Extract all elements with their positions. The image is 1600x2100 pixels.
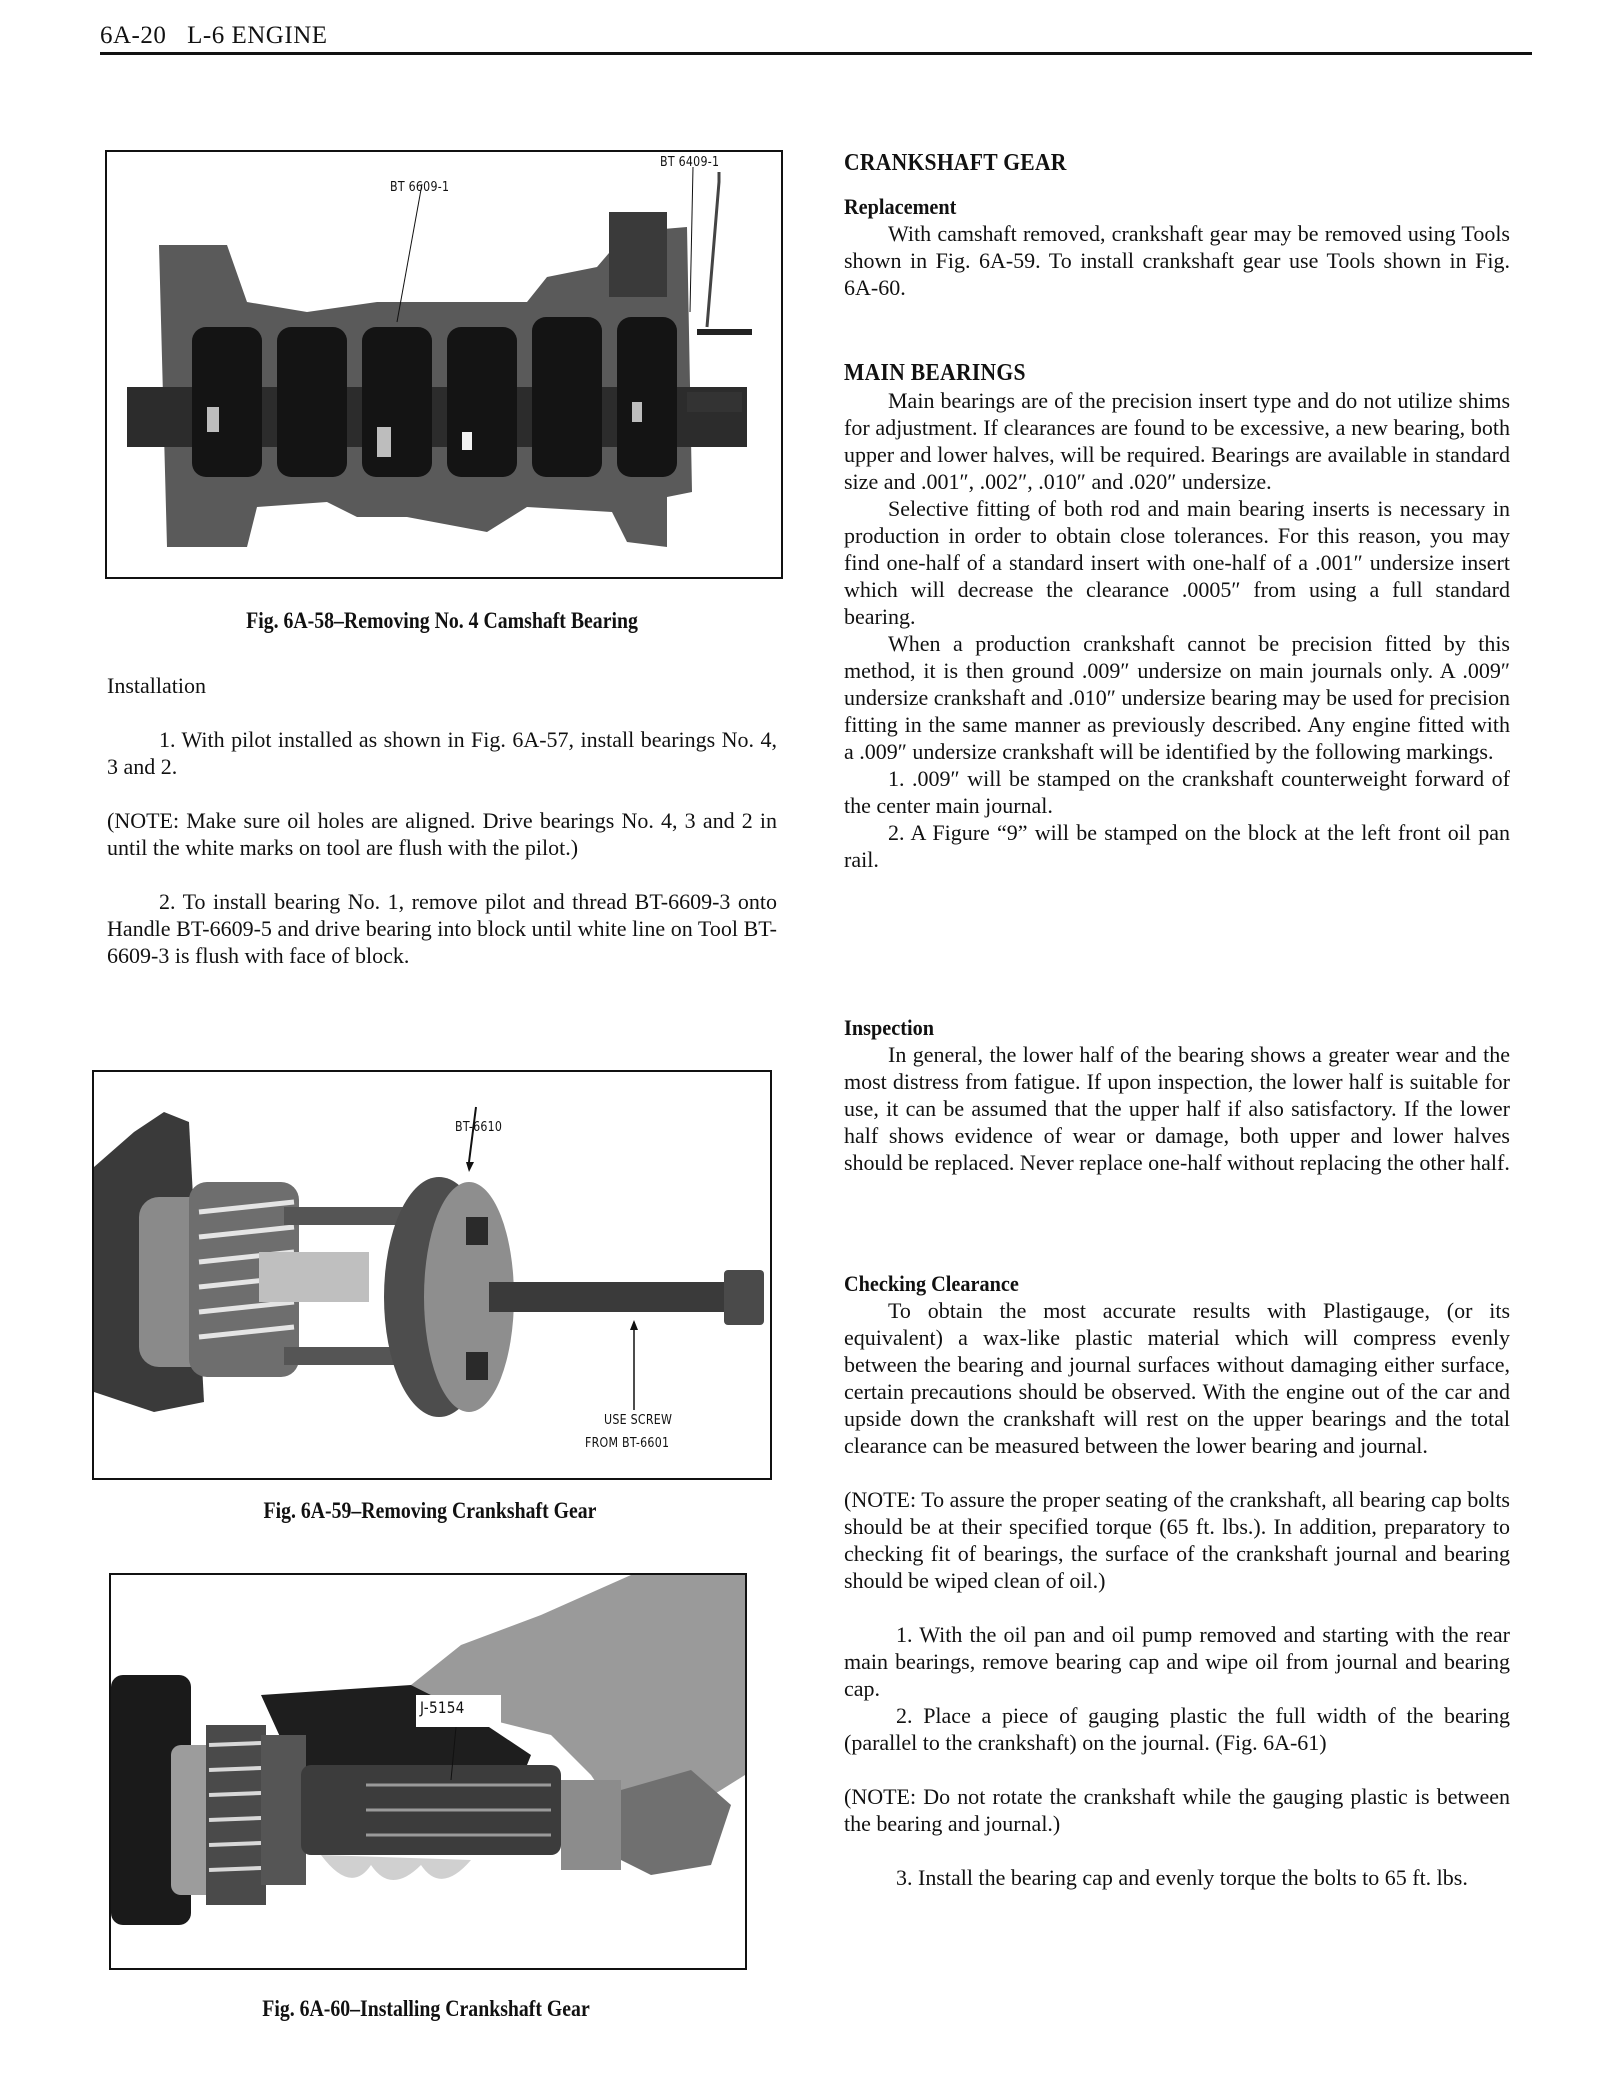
section-title: L-6 ENGINE <box>187 22 328 49</box>
checking-clearance-step-3: 3. Install the bearing cap and evenly torque the bolts to 65 ft. lbs. <box>896 1865 1468 1890</box>
callout-from-bt-6601: FROM BT-6601 <box>585 1436 670 1451</box>
checking-clearance-note-1: (NOTE: To assure the proper seating of the crankshaft, all bearing cap bolts should be at their specified torque (65 ft. lbs.). In addition, preparatory to checking fit of bearings, the surface of the crankshaft journal and bearing should be wiped clean of oil.) <box>844 1487 1510 1593</box>
main-bearings-section <box>844 360 1510 873</box>
main-bearings-para-1: Main bearings are of the precision insert type and do not utilize shims for adjustment. If clearances are found to be excessive, a new bearing, both upper and lower halves, will be required. Bearings are available in standard size and .001″, .002″, .010″ and .020″ undersize. <box>844 388 1510 494</box>
callout-use-screw: USE SCREW <box>604 1413 673 1428</box>
checking-clearance-note-2: (NOTE: Do not rotate the crankshaft while the gauging plastic is between the bearing and journal.) <box>844 1784 1510 1836</box>
callout-bt-6609-1: BT 6609-1 <box>390 180 450 195</box>
checking-clearance-step-1: 1. With the oil pan and oil pump removed and starting with the rear main bearings, remove bearing cap and wipe oil from journal and bearing cap. <box>844 1622 1510 1701</box>
main-bearings-para-3: When a production crankshaft cannot be precision fitted by this method, it is then ground .009″ undersize on main journals only. A .009″ undersize crankshaft and .010″ undersize bearing may be used for precision fitting in the same manner as previously described. Any engine fitted with a .009″ undersize crankshaft will be identified by the following markings. <box>844 631 1510 764</box>
main-bearings-para-2: Selective fitting of both rod and main bearing inserts is necessary in production in order to obtain close tolerances. For this reason, you may find one-half of a standard insert with one-half of a .001″ undersize insert which will decrease the clearance .0005″ from using a full standard bearing. <box>844 496 1510 629</box>
figure-6a-58-image <box>105 150 783 579</box>
inspection-heading: Inspection <box>844 1015 934 1040</box>
gear-installer-photo <box>111 1575 745 1968</box>
figure-6a-60-caption: Fig. 6A-60–Installing Crankshaft Gear <box>262 1996 590 2021</box>
page-header <box>100 22 328 50</box>
installation-heading: Installation <box>107 673 206 698</box>
installation-note: (NOTE: Make sure oil holes are aligned. Drive bearings No. 4, 3 and 2 in until the white marks on tool are flush with the pilot.) <box>107 808 777 860</box>
crankshaft-gear-section <box>844 150 1510 301</box>
crankshaft-gear-heading: CRANKSHAFT GEAR <box>844 150 1067 176</box>
installation-step-2: 2. To install bearing No. 1, remove pilot and thread BT-6609-3 onto Handle BT-6609-5 and drive bearing into block until white line on Tool BT-6609-3 is flush with face of block. <box>107 889 777 968</box>
replacement-heading: Replacement <box>844 194 957 219</box>
marking-2: 2. A Figure “9” will be stamped on the block at the left front oil pan rail. <box>844 820 1510 872</box>
installation-section <box>107 672 777 969</box>
checking-clearance-step-2: 2. Place a piece of gauging plastic the full width of the bearing (parallel to the crankshaft) on the journal. (Fig. 6A-61) <box>844 1703 1510 1755</box>
inspection-section <box>844 1014 1510 1176</box>
figure-6a-58-caption: Fig. 6A-58–Removing No. 4 Camshaft Bearing <box>246 608 638 633</box>
engine-block-photo <box>107 152 781 577</box>
callout-j-5154: J-5154 <box>420 1698 465 1717</box>
figure-6a-59-caption: Fig. 6A-59–Removing Crankshaft Gear <box>263 1498 597 1523</box>
figure-6a-60-image <box>109 1573 747 1970</box>
callout-bt-6409-1: BT 6409-1 <box>660 155 720 170</box>
checking-clearance-text: To obtain the most accurate results with Plastigauge, (or its equivalent) a wax-like plastic material which will compress evenly between the bearing and journal surfaces without damaging either surface, certain precautions should be observed. With the engine out of the car and upside down the crankshaft will rest on the upper bearings and the total clearance can be measured between the lower bearing and journal. <box>844 1298 1510 1458</box>
checking-clearance-heading: Checking Clearance <box>844 1271 1019 1296</box>
page-number: 6A-20 <box>100 22 167 49</box>
marking-1: 1. .009″ will be stamped on the crankshaft counterweight forward of the center main journal. <box>844 766 1510 818</box>
installation-step-1: 1. With pilot installed as shown in Fig. 6A-57, install bearings No. 4, 3 and 2. <box>107 727 777 779</box>
header-rule <box>100 52 1532 55</box>
callout-bt-6610: BT-6610 <box>455 1120 503 1135</box>
inspection-text: In general, the lower half of the bearing shows a greater wear and the most distress from fatigue. If upon inspection, the lower half is suitable for use, it can be assumed that the upper half if also satisfactory. If the lower half shows evidence of wear or damage, both upper and lower halves should be replaced. Never replace one-half without replacing the other half. <box>844 1042 1510 1175</box>
main-bearings-heading: MAIN BEARINGS <box>844 360 1026 386</box>
replacement-text: With camshaft removed, crankshaft gear may be removed using Tools shown in Fig. 6A-59. To install crankshaft gear use Tools shown in Fig. 6A-60. <box>844 221 1510 300</box>
checking-clearance-section <box>844 1270 1510 1891</box>
